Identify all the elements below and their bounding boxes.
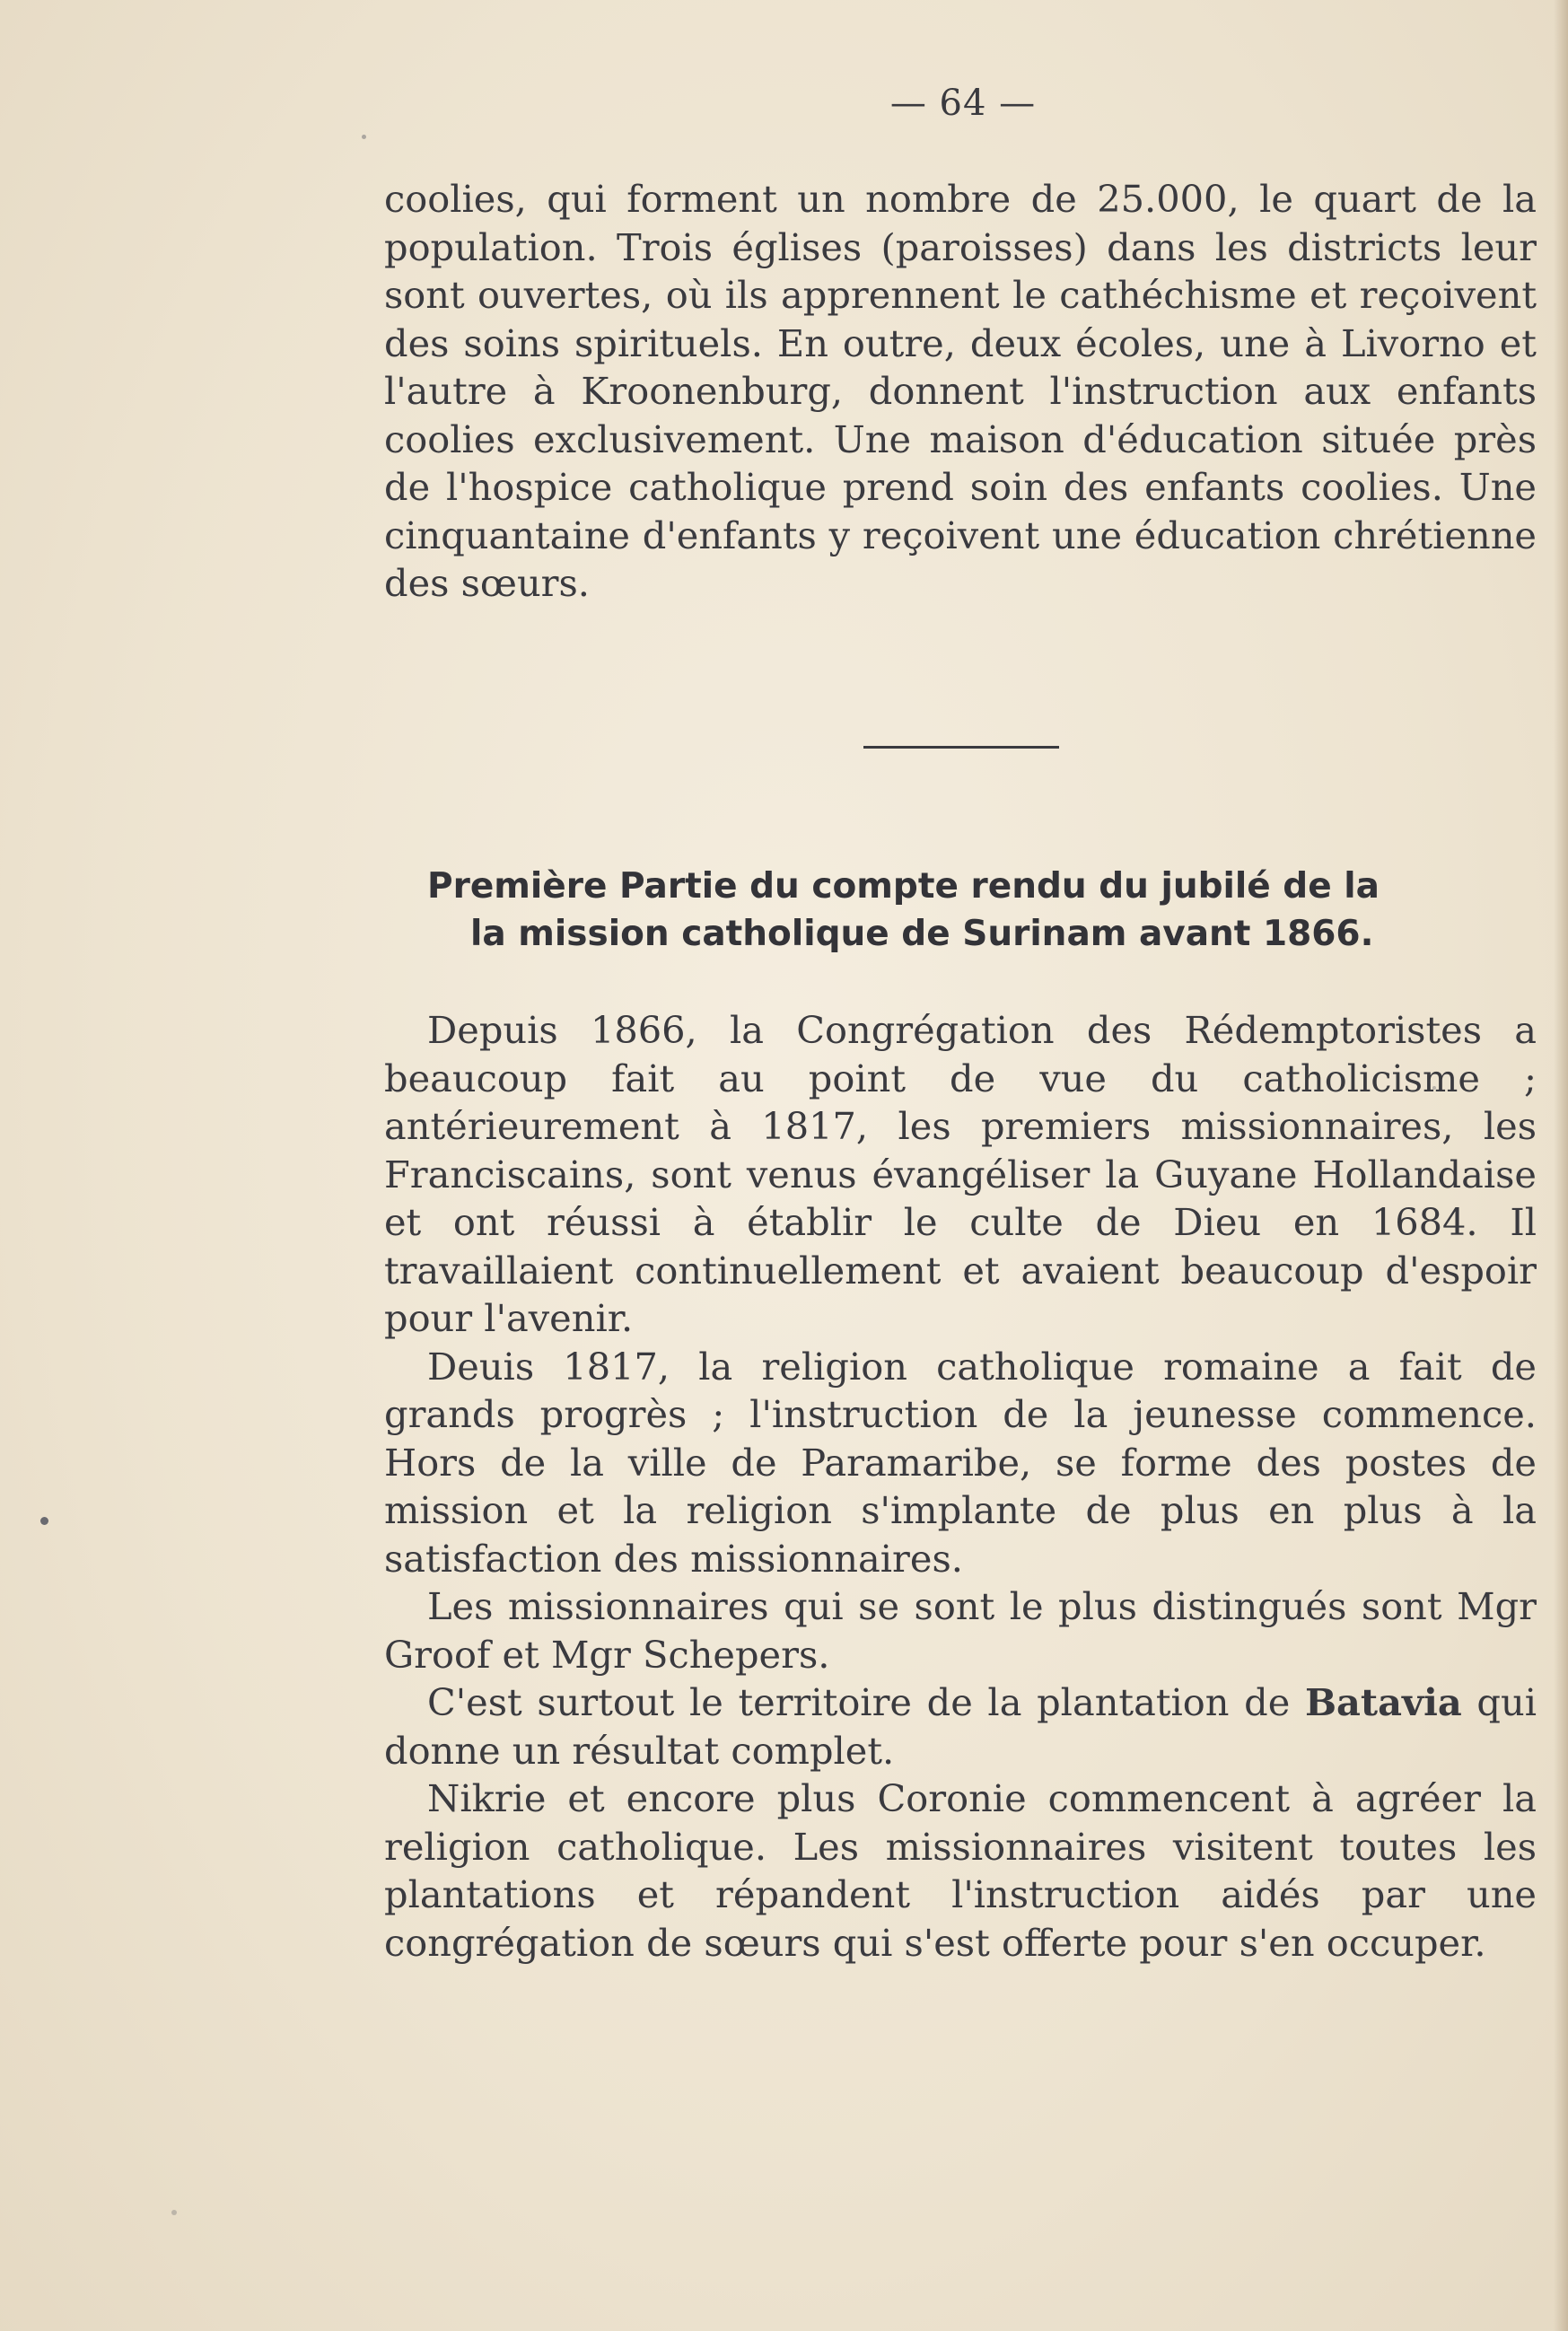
page-edge-shadow: [1554, 0, 1568, 2331]
paper-speck: [40, 1517, 48, 1525]
section-heading-line-1: Première Partie du compte rendu du jubilé de la: [427, 866, 1380, 907]
paper-speck: [362, 135, 366, 139]
top-text-block: [384, 175, 1537, 608]
batavia-bold-word: Batavia: [1304, 1680, 1462, 1724]
section-separator-rule: [863, 746, 1059, 749]
paragraph-depuis-1866: Depuis 1866, la Congrégation des Rédemptoristes a beaucoup fait au point de vue du catholicisme ; antérieurement à 1817, les premiers missionnaires, les Franciscains, sont venus évangéliser la Guyane Hollandaise et ont réussi à établir le culte de Dieu en 1684. Il travaillaient continuellement et avaient beaucoup d'espoir pour l'avenir.: [384, 1008, 1537, 1340]
paper-speck: [1432, 1086, 1436, 1090]
paragraph-batavia: [384, 1678, 1537, 1775]
section-heading: [427, 863, 1504, 958]
paragraph-nikrie-coronie: Nikrie et encore plus Coronie commencent à agréer la religion catholique. Les missionnaires visitent toutes les plantations et répandent l'instruction aidés par une congrégation de sœurs qui s'est offerte pour s'en occuper.: [384, 1776, 1537, 1965]
section-heading-line-2: la mission catholique de Surinam avant 1866.: [470, 914, 1374, 954]
paragraph-deuis-1817: Deuis 1817, la religion catholique romaine a fait de grands progrès ; l'instruction de la jeunesse commence. Hors de la ville de Paramaribe, se forme des postes de mission et la religion s'implante de plus en plus à la satisfaction des missionnaires.: [384, 1344, 1537, 1581]
paragraph-coolies: coolies, qui forment un nombre de 25.000, le quart de la population. Trois églises (paroisses) dans les districts leur sont ouvertes, où ils apprennent le cathéchisme et reçoivent des soins spirituels. En outre, deux écoles, une à Livorno et l'autre à Kroonenburg, donnent l'instruction aux enfants coolies exclusivement. Une maison d'éducation située près de l'hospice catholique prend soin des enfants coolies. Une cinquantaine d'enfants y reçoivent une éducation chrétienne des sœurs.: [384, 177, 1537, 605]
batavia-text-before: C'est surtout le territoire de la plantation de: [427, 1680, 1305, 1724]
paragraph-missionnaires-distingues: Les missionnaires qui se sont le plus distingués sont Mgr Groof et Mgr Schepers.: [384, 1584, 1537, 1677]
page-number: — 64 —: [889, 83, 1037, 124]
batavia-text-after: qui donne un résultat complet.: [384, 1680, 1537, 1773]
paper-speck: [171, 2210, 177, 2215]
body-text-block: [384, 1006, 1537, 1967]
